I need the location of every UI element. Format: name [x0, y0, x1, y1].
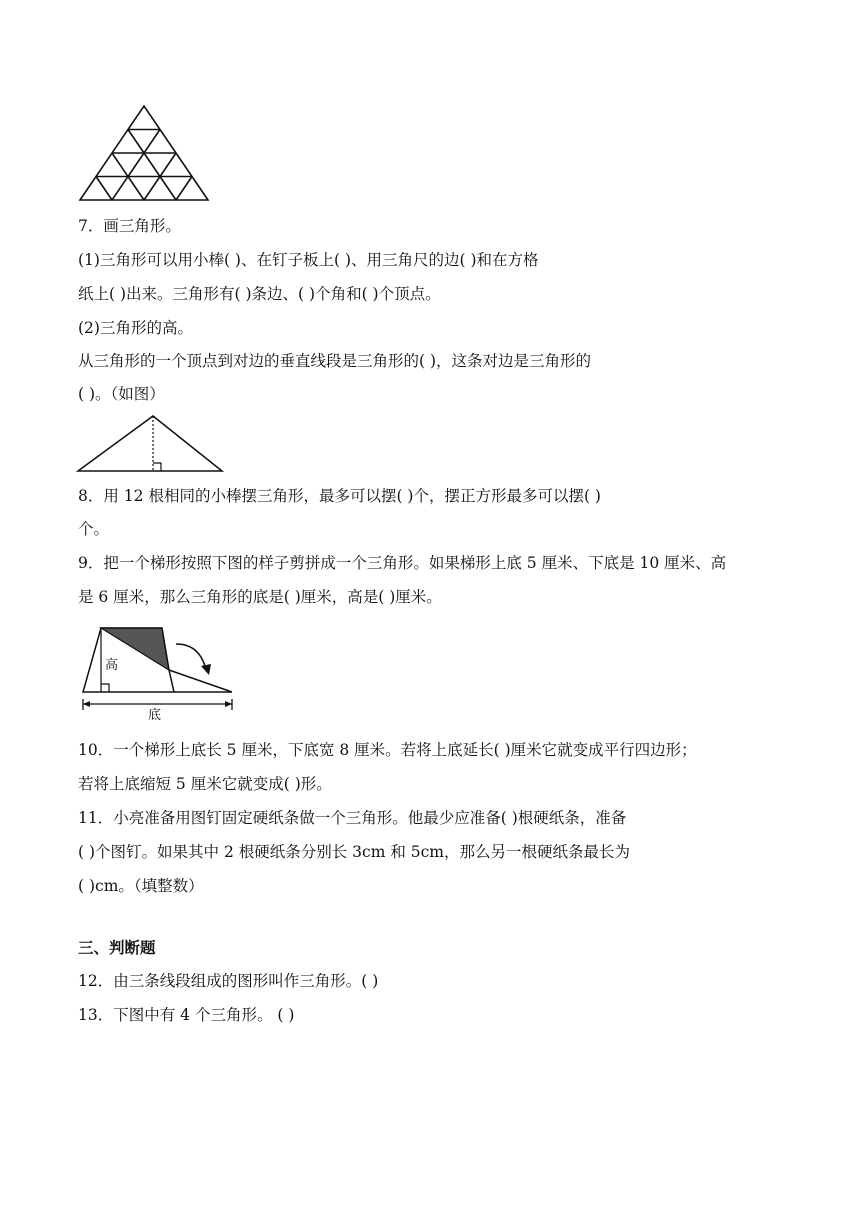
trapezoid-figure [76, 622, 238, 722]
q11-line1: 11．小亮准备用图钉固定硬纸条做一个三角形。他最少应准备( )根硬纸条，准备 [78, 809, 627, 827]
q10-line1: 10．一个梯形上底长 5 厘米，下底宽 8 厘米。若将上底延长( )厘米它就变成平行四边形； [78, 741, 697, 759]
height-label: 高 [105, 658, 119, 673]
q12-line: 12．由三条线段组成的图形叫作三角形。( ) [78, 972, 379, 990]
q7-part1-line2: 纸上( )出来。三角形有( )条边、( )个角和( )个顶点。 [78, 285, 441, 303]
section-3-heading: 三、判断题 [78, 939, 156, 957]
triangle-grid-figure [78, 104, 210, 202]
q7-part2-line2: ( )。（如图） [78, 385, 165, 403]
q7-part2-title: (2)三角形的高。 [78, 319, 193, 337]
triangle-height-figure [76, 414, 224, 474]
q7-part1-line1: (1)三角形可以用小棒( )、在钉子板上( )、用三角尺的边( )和在方格 [78, 251, 539, 269]
q8-line1: 8．用 12 根相同的小棒摆三角形，最多可以摆( )个，摆正方形最多可以摆( ) [78, 487, 601, 505]
q10-line2: 若将上底缩短 5 厘米它就变成( )形。 [78, 775, 332, 793]
q9-line2: 是 6 厘米，那么三角形的底是( )厘米，高是( )厘米。 [78, 588, 442, 606]
q11-line2: ( )个图钉。如果其中 2 根硬纸条分别长 3cm 和 5cm，那么另一根硬纸条最长为 [78, 843, 631, 861]
q13-line: 13．下图中有 4 个三角形。 ( ) [78, 1006, 295, 1024]
q8-line2: 个。 [78, 520, 110, 538]
q7-title: 7．画三角形。 [78, 217, 181, 235]
q7-part2-line1: 从三角形的一个顶点到对边的垂直线段是三角形的( )，这条对边是三角形的 [78, 352, 592, 370]
base-label: 底 [148, 708, 162, 722]
q11-line3: ( )cm。（填整数） [78, 877, 204, 895]
q9-line1: 9．把一个梯形按照下图的样子剪拼成一个三角形。如果梯形上底 5 厘米、下底是 10 厘米、高 [78, 554, 727, 572]
